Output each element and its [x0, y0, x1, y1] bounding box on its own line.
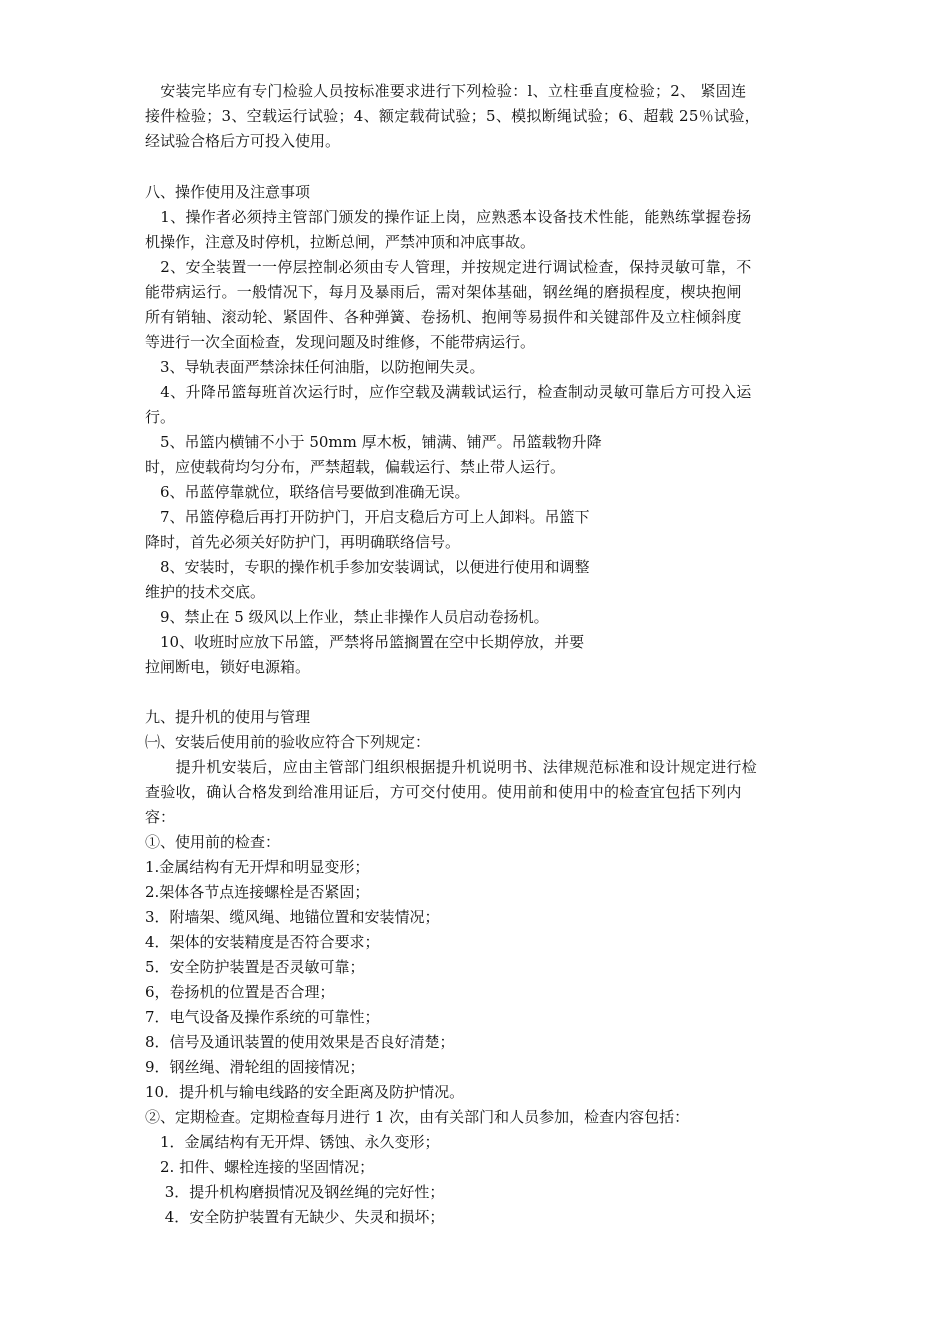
list-item: 3．附墙架、缆风绳、地锚位置和安装情况； — [145, 908, 440, 926]
paragraph-line: 经试验合格后方可投入使用。 — [145, 132, 341, 150]
list-item: 6，卷扬机的位置是否合理； — [145, 983, 335, 1001]
paragraph-line: 能带病运行。一般情况下，每月及暴雨后，需对架体基础，钢丝绳的磨损程度，楔块抱闸 — [145, 283, 742, 301]
list-item: 2.架体各节点连接螺栓是否紧固； — [145, 883, 370, 901]
paragraph-line: 所有销轴、滚动轮、紧固件、各种弹簧、卷扬机、抱闸等易损件和关键部件及立柱倾斜度 — [145, 308, 742, 326]
paragraph-line: 9、禁止在 5 级风以上作业，禁止非操作人员启动卷扬机。 — [145, 608, 549, 626]
list-item: 4．安全防护装置有无缺少、失灵和损坏； — [145, 1208, 445, 1226]
paragraph-line: 拉闸断电，锁好电源箱。 — [145, 658, 311, 676]
checklist-heading: ②、定期检查。定期检查每月进行 1 次，由有关部门和人员参加，检查内容包括： — [145, 1108, 690, 1126]
list-item: 1.金属结构有无开焊和明显变形； — [145, 858, 370, 876]
section-heading: 八、操作使用及注意事项 — [145, 183, 311, 201]
paragraph-line: 7、吊篮停稳后再打开防护门，开启支稳后方可上人卸料。吊篮下 — [145, 508, 590, 526]
paragraph-line: 维护的技术交底。 — [145, 583, 266, 601]
paragraph-line: 10、收班时应放下吊篮，严禁将吊篮搁置在空中长期停放，并要 — [145, 633, 585, 651]
paragraph-line: 时，应使载荷均匀分布，严禁超载，偏载运行、禁止带人运行。 — [145, 458, 566, 476]
paragraph-line: 4、升降吊篮每班首次运行时，应作空载及满载试运行，检查制动灵敏可靠后方可投入运 — [145, 383, 752, 401]
paragraph-line: 安装完毕应有专门检验人员按标准要求进行下列检验：l、立柱垂直度检验；2、 紧固连 — [145, 82, 747, 100]
paragraph-line: 8、安装时，专职的操作机手参加安装调试，以便进行使用和调整 — [145, 558, 590, 576]
paragraph-line: 降时，首先必须关好防护门，再明确联络信号。 — [145, 533, 461, 551]
paragraph-line: 接件检验；3、空载运行试验；4、额定载荷试验；5、模拟断绳试验；6、超载 25％试验， — [145, 107, 760, 125]
paragraph-line: 1、操作者必须持主管部门颁发的操作证上岗，应熟悉本设备技术性能，能熟练掌握卷扬 — [145, 208, 752, 226]
list-item: 5．安全防护装置是否灵敏可靠； — [145, 958, 365, 976]
paragraph-line: 行。 — [145, 408, 176, 426]
paragraph-line: 2、安全装置一一停层控制必须由专人管理，并按规定进行调试检查，保持灵敏可靠，不 — [145, 258, 752, 276]
paragraph-line: 3、导轨表面严禁涂抹任何油脂，以防抱闸失灵。 — [145, 358, 485, 376]
paragraph-line: 5、吊篮内横铺不小于 50mm 厚木板，铺满、铺严。吊篮载物升降 — [145, 433, 602, 451]
list-item: 8．信号及通讯装置的使用效果是否良好清楚； — [145, 1033, 455, 1051]
list-item: 2. 扣件、螺栓连接的坚固情况； — [145, 1158, 375, 1176]
paragraph-line: 等进行一次全面检查，发现问题及时维修，不能带病运行。 — [145, 333, 536, 351]
section-heading: 九、提升机的使用与管理 — [145, 708, 311, 726]
paragraph-line: 6、吊蓝停靠就位，联络信号要做到准确无误。 — [145, 483, 470, 501]
subsection-heading: ㈠、安装后使用前的验收应符合下列规定： — [145, 733, 431, 751]
paragraph-line: 机操作，注意及时停机，拉断总闸，严禁冲顶和冲底事故。 — [145, 233, 536, 251]
paragraph-line: 容： — [145, 808, 176, 826]
checklist-heading: ①、使用前的检查： — [145, 833, 281, 851]
list-item: 7．电气设备及操作系统的可靠性； — [145, 1008, 380, 1026]
list-item: 10．提升机与输电线路的安全距离及防护情况。 — [145, 1083, 465, 1101]
paragraph-line: 查验收，确认合格发到给准用证后，方可交付使用。使用前和使用中的检查宜包括下列内 — [145, 783, 742, 801]
paragraph-line: 提升机安装后，应由主管部门组织根据提升机说明书、法律规范标准和设计规定进行检 — [145, 758, 758, 776]
list-item: 9．钢丝绳、滑轮组的固接情况； — [145, 1058, 365, 1076]
list-item: 3．提升机构磨损情况及钢丝绳的完好性； — [145, 1183, 445, 1201]
list-item: 1．金属结构有无开焊、锈蚀、永久变形； — [145, 1133, 440, 1151]
list-item: 4．架体的安装精度是否符合要求； — [145, 933, 380, 951]
